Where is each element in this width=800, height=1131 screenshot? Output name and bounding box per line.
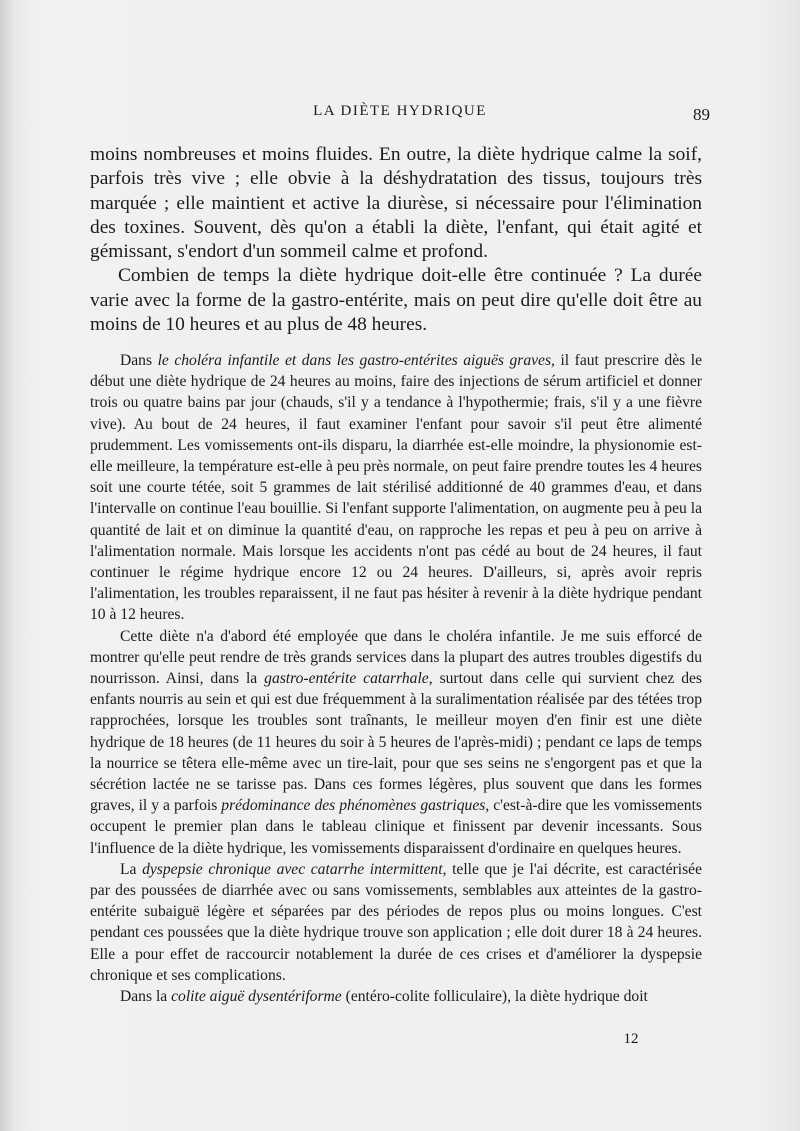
signature-mark: 12: [623, 1031, 639, 1047]
page-number: 89: [693, 105, 710, 124]
paragraph: Combien de temps la diète hydrique doit-elle être continuée ? La durée varie avec la forme de la gastro-entérite, mais on peut dire qu'elle doit être au moins de 10 heures et au plus de 48 heures.: [90, 265, 702, 336]
italic-term: le choléra infantile et dans les gastro-entérites aiguës graves: [157, 352, 552, 369]
italic-term: gastro-entérite catarrhale: [264, 670, 429, 688]
italic-term: prédominance des phénomènes gastriques: [221, 797, 486, 815]
paragraph: Dans le choléra infantile et dans les gastro-entérites aiguës graves, il faut prescrire dès le début une diète hydrique de 24 heures au moins, faire des injections de sérum artificiel et donner trois ou quatre bains par jour (chauds, s'il y a tendance à l'hypothermie; frais, s'il y a une fièvre vive). Au bout de 24 heures, il faut examiner l'enfant pour savoir s'il peut être alimenté prudemment. Les vomissements ont-ils disparu, la diarrhée est-elle moindre, la physionomie est-elle meilleure, la température est-elle à peu près normale, on peut faire prendre toutes les 4 heures soit une courte tétée, soit 5 grammes de lait stérilisé additionné de 40 grammes d'eau, et dans l'intervalle on continue l'eau bouillie. Si l'enfant supporte l'alimentation, on augmente peu à peu la quantité de lait et on diminue la quantité d'eau, on rapproche les repas et peu à peu on arrive à l'alimentation normale. Mais lorsque les accidents n'ont pas cédé au bout de 24 heures, il faut continuer le régime hydrique encore 12 ou 24 heures. D'ailleurs, si, après avoir repris l'alimentation, les troubles reparaissent, il ne faut pas hésiter à revenir à la diète hydrique pendant 10 à 12 heures.: [90, 352, 702, 624]
main-text: [90, 143, 702, 337]
paragraph: Cette diète n'a d'abord été employée que dans le choléra infantile. Je me suis efforcé de montrer qu'elle peut rendre de très grands services dans la plupart des autres troubles digestifs du nourrisson. Ainsi, dans la gastro-entérite catarrhale, surtout dans celle qui survient chez des enfants nourris au sein et qui est due fréquemment à la suralimentation réalisée par des tétées trop rapprochées, lorsque les troubles sont traînants, le meilleur moyen d'en finir est une diète hydrique de 18 heures (de 11 heures du soir à 5 heures de l'après-midi) ; pendant ce laps de temps la nourrice se têtera elle-même avec un tire-lait, pour que ses seins ne s'engorgent pas et que la sécrétion lactée ne se tarisse pas. Dans ces formes légères, plus souvent que dans les formes graves, il y a parfois prédominance des phénomènes gastriques, c'est-à-dire que les vomissements occupent le premier plan dans le tableau clinique et finissent par devenir incessants. Sous l'influence de la diète hydrique, les vomissements disparaissent d'ordinaire en quelques heures.: [90, 627, 702, 857]
paragraph: moins nombreuses et moins fluides. En outre, la diète hydrique calme la soif, parfois très vive ; elle obvie à la déshydratation des tissus, toujours très marquée ; elle maintient et active la diurèse, si nécessaire pour l'élimination des toxines. Souvent, dès qu'on a établi la diète, l'enfant, qui était agité et gémissant, s'endort d'un sommeil calme et profond.: [90, 144, 702, 263]
paragraph: Dans la colite aiguë dysentériforme (entéro-colite folliculaire), la diète hydrique doit: [120, 988, 648, 1006]
small-print-text: [90, 350, 702, 1007]
paragraph: La dyspepsie chronique avec catarrhe intermittent, telle que je l'ai décrite, est caractérisée par des poussées de diarrhée avec ou sans vomissements, semblables aux atteintes de la gastro-entérite subaiguë légère et séparées par des périodes de repos plus ou moins longues. C'est pendant ces poussées que la diète hydrique trouve son application ; elle doit durer 18 à 24 heures. Elle a pour effet de raccourcir notablement la durée de ces crises et d'améliorer la dyspepsie chronique et ses complications.: [90, 860, 702, 984]
running-title: LA DIÈTE HYDRIQUE: [313, 103, 487, 119]
italic-term: dyspepsie chronique avec catarrhe intermittent: [142, 860, 443, 878]
page-header: [90, 103, 710, 125]
italic-term: colite aiguë dysentériforme: [171, 988, 342, 1006]
